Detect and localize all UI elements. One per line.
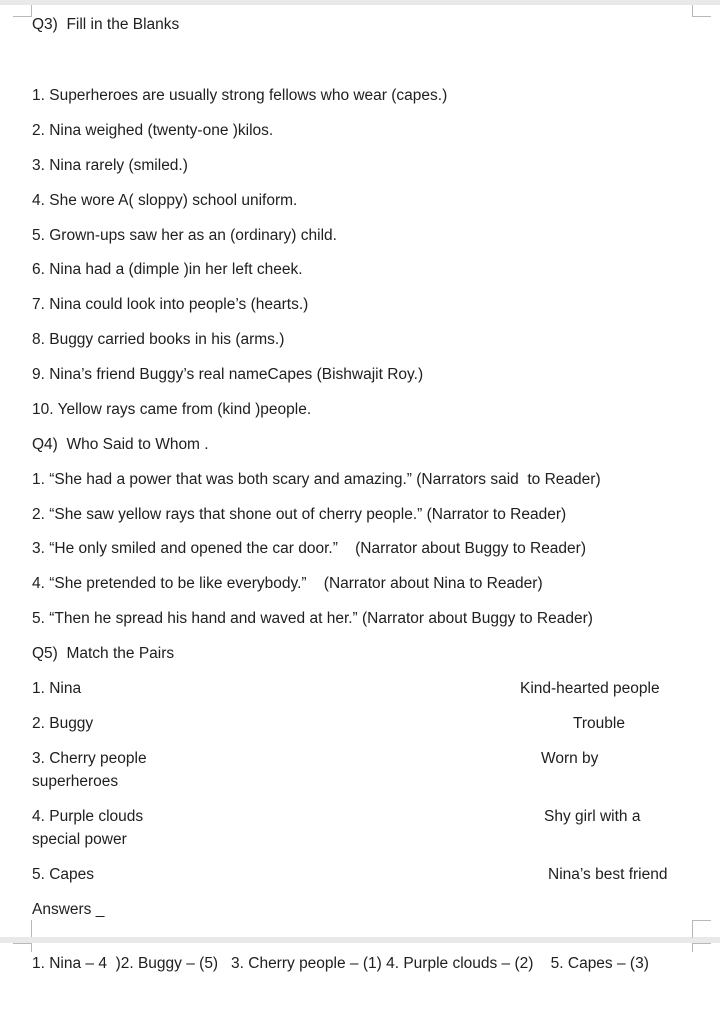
q3-heading: Q3) Fill in the Blanks: [32, 16, 180, 33]
margin-mark: [13, 943, 32, 952]
q3-item-7: 7. Nina could look into people’s (hearts.): [32, 296, 309, 313]
q4-item-3: 3. “He only smiled and opened the car door.” (Narrator about Buggy to Reader): [32, 540, 586, 557]
q3-item-6: 6. Nina had a (dimple )in her left cheek.: [32, 261, 303, 278]
match-right: Kind-hearted people: [520, 680, 660, 697]
match-right: Worn by: [541, 750, 599, 767]
margin-mark: [692, 5, 711, 17]
answers-label: Answers _: [32, 901, 105, 918]
match-right-continued: special power: [32, 831, 127, 848]
match-right: Trouble: [573, 715, 625, 732]
match-right: Nina’s best friend: [548, 866, 668, 883]
match-left: 4. Purple clouds: [32, 808, 144, 825]
margin-mark: [13, 5, 32, 17]
match-left: 2. Buggy: [32, 715, 94, 732]
q3-item-10: 10. Yellow rays came from (kind )people.: [32, 401, 312, 418]
document-page-1: [0, 5, 720, 937]
answers-line: 1. Nina – 4 )2. Buggy – (5) 3. Cherry people – (1) 4. Purple clouds – (2) 5. Capes – (3): [32, 955, 649, 972]
q4-item-1: 1. “She had a power that was both scary and amazing.” (Narrators said to Reader): [32, 471, 601, 488]
q5-heading: Q5) Match the Pairs: [32, 645, 175, 662]
q4-item-5: 5. “Then he spread his hand and waved at her.” (Narrator about Buggy to Reader): [32, 610, 593, 627]
margin-mark: [692, 943, 711, 952]
match-left: 5. Capes: [32, 866, 95, 883]
match-right: Shy girl with a: [544, 808, 641, 825]
q3-item-2: 2. Nina weighed (twenty-one )kilos.: [32, 122, 274, 139]
q3-item-4: 4. She wore A( sloppy) school uniform.: [32, 192, 298, 209]
margin-mark: [13, 920, 32, 937]
match-left: 3. Cherry people: [32, 750, 147, 767]
q3-item-1: 1. Superheroes are usually strong fellows who wear (capes.): [32, 87, 448, 104]
q4-item-2: 2. “She saw yellow rays that shone out of cherry people.” (Narrator to Reader): [32, 506, 567, 523]
document-page-2: [0, 943, 720, 1020]
match-left: 1. Nina: [32, 680, 82, 697]
q3-item-9: 9. Nina’s friend Buggy’s real nameCapes (Bishwajit Roy.): [32, 366, 424, 383]
q4-heading: Q4) Who Said to Whom .: [32, 436, 209, 453]
margin-mark: [692, 920, 711, 938]
q3-item-5: 5. Grown-ups saw her as an (ordinary) child.: [32, 227, 337, 244]
q3-item-3: 3. Nina rarely (smiled.): [32, 157, 188, 174]
q3-item-8: 8. Buggy carried books in his (arms.): [32, 331, 285, 348]
q4-item-4: 4. “She pretended to be like everybody.” (Narrator about Nina to Reader): [32, 575, 543, 592]
match-right-continued: superheroes: [32, 773, 119, 790]
